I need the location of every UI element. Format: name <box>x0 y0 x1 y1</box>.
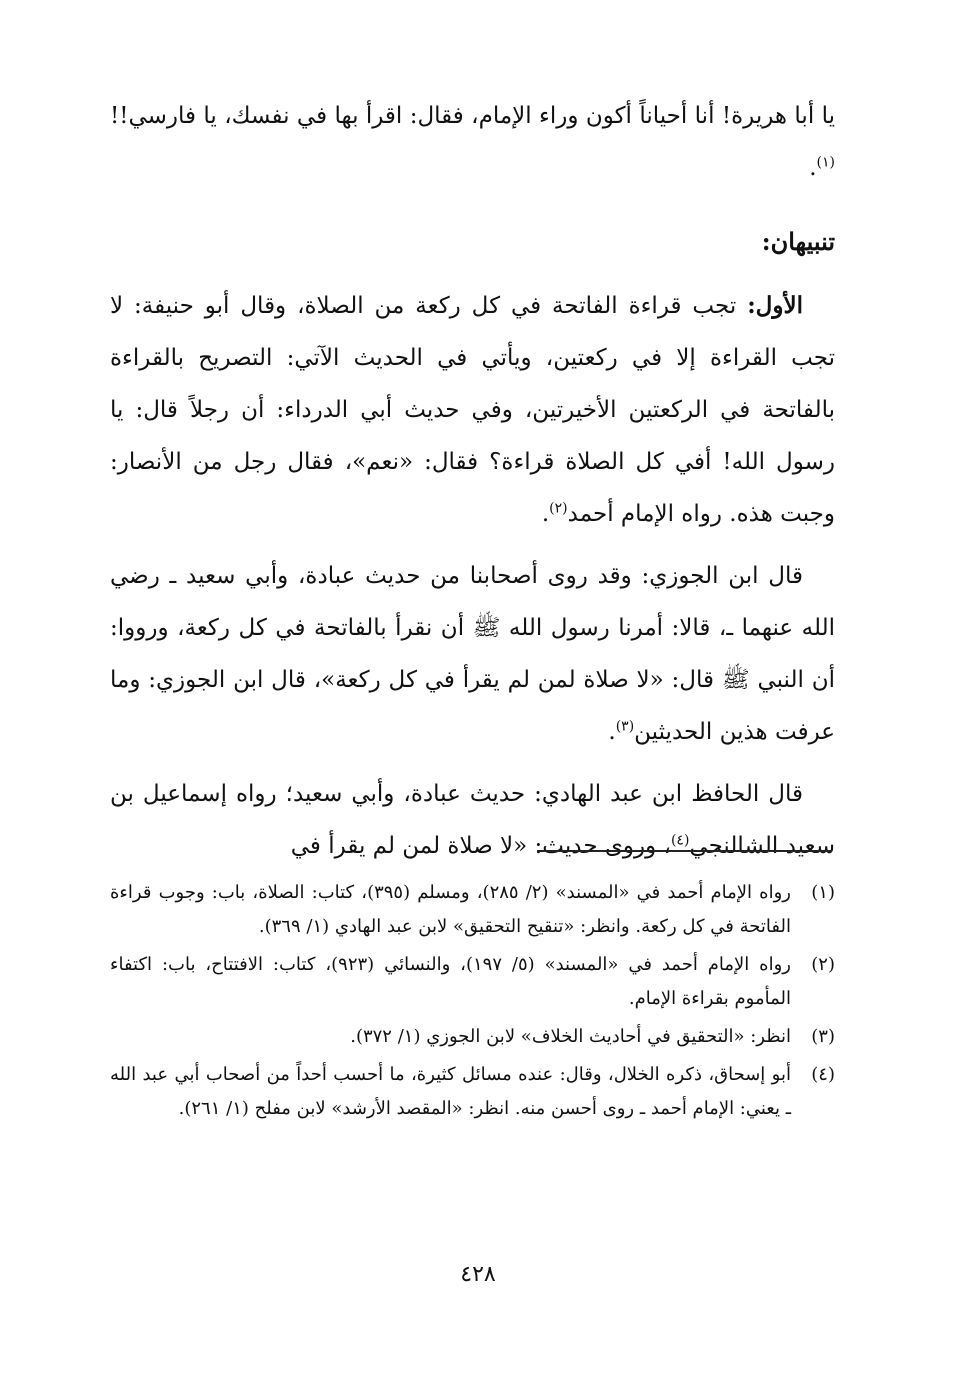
footnote-text: أبو إسحاق، ذكره الخلال، وقال: عنده مسائل كثيرة، ما أحسب أحداً من أصحاب أبي عبد الله ـ يعني: الإمام أحمد ـ روى أحسن منه. انظر: «المقصد الأرشد» لابن مفلح (١/ ٢٦١). <box>110 1064 791 1119</box>
footnote-2 <box>110 948 835 1016</box>
paragraph-4-text-cont: ، وروى حديث: «لا صلاة لمن لم يقرأ في <box>290 833 671 859</box>
footnote-number: (١) <box>811 882 835 903</box>
paragraph-2-text: تجب قراءة الفاتحة في كل ركعة من الصلاة، وقال أبو حنيفة: لا تجب القراءة إلا في ركعتين، ويأتي في الحديث الآتي: التصريح بالقراءة بالفاتحة في الركعتين الأخيرتين، وفي حديث أبي الدرداء: أن رجلاً قال: يا رسول الله! أفي كل الصلاة قراءة؟ فقال: «نعم»، فقال رجل من الأنصار: وجبت هذه. رواه الإمام أحمد <box>110 293 835 527</box>
paragraph-1-end: . <box>809 155 817 181</box>
paragraph-1-text: يا أبا هريرة! أنا أحياناً أكون وراء الإمام، فقال: اقرأ بها في نفسك، يا فارسي!! <box>110 103 835 129</box>
section-heading: تنبيهان: <box>761 227 835 256</box>
footnote-ref-3[interactable]: (٣) <box>615 718 635 735</box>
footnote-3 <box>110 1020 835 1054</box>
page-number: ٤٢٨ <box>460 1262 496 1287</box>
paragraph-4 <box>110 768 835 872</box>
footnote-4 <box>110 1058 835 1126</box>
paragraph-4-text: قال الحافظ ابن عبد الهادي: حديث عبادة، وأبي سعيد؛ رواه إسماعيل بن سعيد الشالنجي <box>110 781 835 859</box>
footnote-number: (٣) <box>811 1026 835 1047</box>
footnote-text: رواه الإمام أحمد في «المسند» (٥/ ١٩٧)، والنسائي (٩٢٣)، كتاب: الافتتاح، باب: اكتفاء المأموم بقراءة الإمام. <box>110 954 791 1009</box>
footnote-number: (٢) <box>811 954 835 975</box>
main-text <box>110 90 835 872</box>
paragraph-3-end: . <box>608 719 616 745</box>
paragraph-2 <box>110 280 835 540</box>
paragraph-1 <box>110 90 835 194</box>
footnote-ref-2[interactable]: (٢) <box>549 500 568 517</box>
footnote-ref-1[interactable]: (١) <box>816 154 835 171</box>
footnotes <box>110 876 835 1130</box>
footnote-1 <box>110 876 835 944</box>
paragraph-2-end: . <box>541 501 550 527</box>
footnote-text: انظر: «التحقيق في أحاديث الخلاف» لابن الجوزي (١/ ٣٧٢). <box>350 1026 791 1047</box>
footnote-divider <box>537 850 832 852</box>
paragraph-3-text: قال ابن الجوزي: وقد روى أصحابنا من حديث عبادة، وأبي سعيد ـ رضي الله عنهما ـ، قالا: أمرنا رسول الله ﷺ أن نقرأ بالفاتحة في كل ركعة، ورووا: أن النبي ﷺ قال: «لا صلاة لمن لم يقرأ في كل ركعة»، قال ابن الجوزي: وما عرفت هذين الحديثين <box>110 563 835 745</box>
paragraph-3 <box>110 550 835 758</box>
footnote-number: (٤) <box>811 1064 835 1085</box>
footnote-ref-4[interactable]: (٤) <box>670 832 690 849</box>
footnote-text: رواه الإمام أحمد في «المسند» (٢/ ٢٨٥)، ومسلم (٣٩٥)، كتاب: الصلاة، باب: وجوب قراءة الفاتحة في كل ركعة. وانظر: «تنقيح التحقيق» لابن عبد الهادي (١/ ٣٦٩). <box>110 882 791 937</box>
paragraph-2-lead: الأول: <box>747 292 804 319</box>
